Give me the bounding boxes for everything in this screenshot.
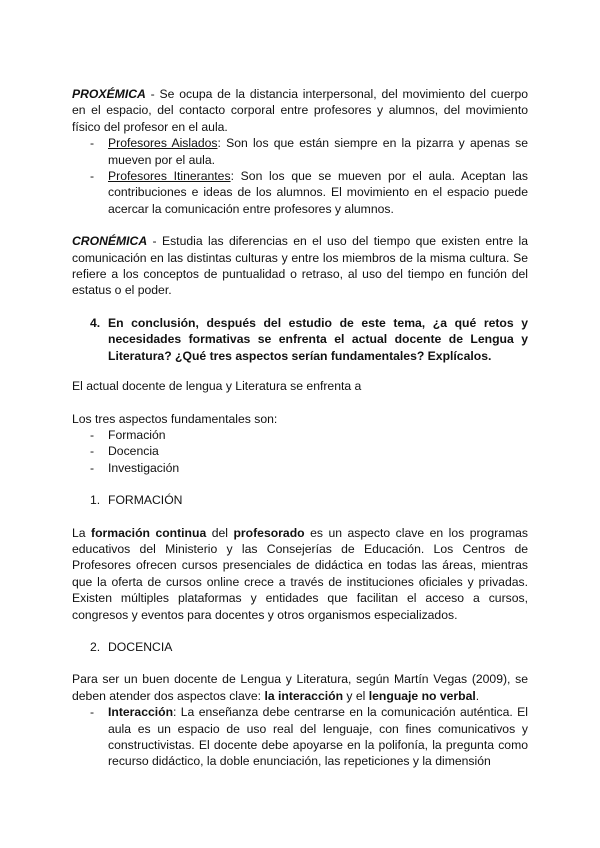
text-span: del [206, 525, 234, 540]
list-item: - Investigación [72, 460, 528, 476]
question-text: En conclusión, después del estudio de este tema, ¿a qué retos y necesidades formativas se enfrenta el actual docente de Lengua y Literatura? ¿Qué tres aspectos serían fundamentales? Explícalos. [108, 315, 528, 363]
proxemica-text: - Se ocupa de la distancia interpersonal, del movimiento del cuerpo en el espacio, del contacto corporal entre profesores y alumnos, del movimiento físico del profesor en el aula. [72, 87, 528, 134]
item-term: Profesores Aislados [108, 136, 218, 151]
text-span: . [475, 688, 480, 703]
item-text: : Son los que están siempre en la pizarra y apenas se mueven por el aula. [108, 136, 528, 167]
text-span: y el [343, 688, 369, 703]
list-item [72, 704, 528, 770]
section1-heading [72, 492, 528, 508]
document-page [72, 86, 528, 770]
section2-paragraph [72, 671, 528, 704]
section1-title: FORMACIÓN [108, 493, 183, 508]
list-item: - Docencia [72, 443, 528, 459]
section2-title: DOCENCIA [108, 639, 173, 654]
section2-heading [72, 639, 528, 655]
item-text: : La enseñanza debe centrarse en la comunicación auténtica. El aula es un espacio de uso real del lenguaje, con fines comunicativos y constructivistas. El docente debe apoyarse en la polifonía, la pregunta como recurso didáctico, la doble enunciación, las repeticiones y la dimensión [108, 705, 528, 769]
intro-paragraph: El actual docente de lengua y Literatura se enfrenta a [72, 379, 362, 394]
question-heading [72, 315, 528, 364]
list-item [72, 168, 528, 217]
section2-number: 2. [90, 639, 101, 654]
item-term: Interacción [108, 705, 174, 720]
list-item [72, 135, 528, 168]
bold-term: lenguaje no verbal [368, 688, 476, 703]
text-span: es un aspecto clave en los programas educativos del Ministerio y las Consejerías de Educación. Los Centros de Profesores ofrecen cursos presenciales de didáctica en todas las áreas, mientras que la oferta de cursos online crece a través de instituciones oficiales y privadas. Existen múltiples plataformas y entidades que facilitan el acceso a cursos, congresos y eventos para docentes y otros organismos especializados. [72, 525, 528, 622]
proxemica-list [72, 135, 528, 217]
section1-number: 1. [90, 493, 101, 508]
cronemica-term: CRONÉMICA [72, 234, 148, 249]
bold-term: formación continua [91, 525, 207, 540]
list-item: - Formación [72, 427, 528, 443]
proxemica-paragraph [72, 86, 528, 135]
item-text: : Son los que se mueven por el aula. Aceptan las contribuciones e ideas de los alumnos. El movimiento en el espacio puede acercar la comunicación entre profesores y alumnos. [108, 169, 529, 216]
text-span: La [72, 525, 92, 540]
item-term: Profesores Itinerantes [108, 169, 231, 184]
text-span: Para ser un buen docente de Lengua y Literatura, según Martín Vegas (2009), se deben atender dos aspectos clave: [72, 672, 528, 703]
cronemica-text: - Estudia las diferencias en el uso del tiempo que existen entre la comunicación en las distintas culturas y entre los miembros de la misma cultura. Se refiere a los conceptos de puntualidad o retraso, al uso del tiempo en función del estatus o el poder. [72, 234, 528, 298]
section1-paragraph [72, 525, 528, 623]
bold-term: profesorado [233, 525, 305, 540]
section2-list [72, 704, 528, 770]
cronemica-paragraph [72, 233, 528, 299]
question-number: 4. [90, 315, 101, 330]
aspects-intro: Los tres aspectos fundamentales son: [72, 411, 278, 426]
aspects-list [72, 427, 528, 476]
bold-term: la interacción [264, 688, 344, 703]
proxemica-term: PROXÉMICA [72, 87, 146, 101]
